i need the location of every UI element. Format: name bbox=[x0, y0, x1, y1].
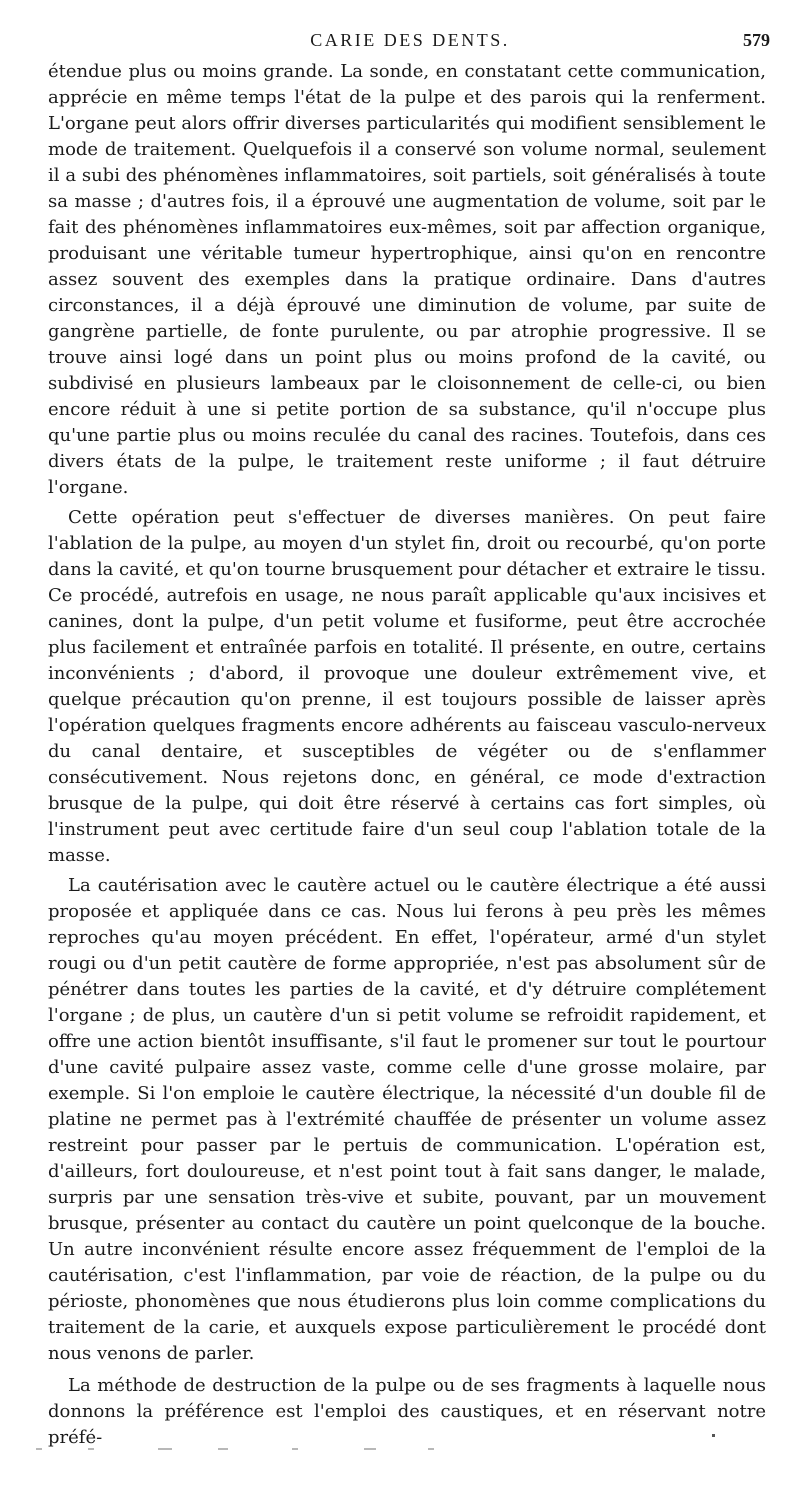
body-text bbox=[48, 59, 766, 1451]
paragraph-caustics: La méthode de destruction de la pulpe ou de ses fragments à laquelle nous donnons la préférence est l'emploi des caustiques, et en réservant notre préfé- bbox=[48, 1375, 766, 1448]
scan-noise-marks bbox=[30, 1448, 770, 1452]
paragraph-pulp-condition: étendue plus ou moins grande. La sonde, en constatant cette communication, apprécie en même temps l'état de la pulpe et des parois qui la renferment. L'organe peut alors offrir diverses particularités qui modifient sensiblement le mode de traitement. Quelquefois il a conservé son volume normal, seulement il a subi des phénomènes inflammatoires, soit partiels, soit généralisés à toute sa masse ; d'autres fois, il a éprouvé une augmentation de volume, soit par le fait des phénomènes inflammatoires eux-mêmes, soit par affection organique, produisant une véritable tumeur hypertrophique, ainsi qu'on en rencontre assez souvent des exemples dans la pratique ordinaire. Dans d'autres circonstances, il a déjà éprouvé une diminution de volume, par suite de gangrène partielle, de fonte purulente, ou par atrophie progressive. Il se trouve ainsi logé dans un point plus ou moins profond de la cavité, ou subdivisé en plusieurs lambeaux par le cloisonnement de celle-ci, ou bien encore réduit à une si petite portion de sa substance, qu'il n'occupe plus qu'une partie plus ou moins reculée du canal des racines. Toutefois, dans ces divers états de la pulpe, le traitement reste uniforme ; il faut détruire l'organe. bbox=[48, 61, 766, 498]
running-title: CARIE DES DENTS. bbox=[310, 30, 510, 50]
paragraph-pulp-ablation: Cette opération peut s'effectuer de diverses manières. On peut faire l'ablation de la pulpe, au moyen d'un stylet fin, droit ou recourbé, qu'on porte dans la cavité, et qu'on tourne brusquement pour détacher et extraire le tissu. Ce procédé, autrefois en usage, ne nous paraît applicable qu'aux incisives et canines, dont la pulpe, d'un petit volume et fusiforme, peut être accrochée plus facilement et entraînée parfois en totalité. Il présente, en outre, certains inconvénients ; d'abord, il provoque une douleur extrêmement vive, et quelque précaution qu'on prenne, il est toujours possible de laisser après l'opération quelques fragments encore adhérents au faisceau vasculo-nerveux du canal dentaire, et susceptibles de végéter ou de s'enflammer consécutivement. Nous rejetons donc, en général, ce mode d'extraction brusque de la pulpe, qui doit être réservé à certains cas fort simples, où l'instrument peut avec certitude faire d'un seul coup l'ablation totale de la masse. bbox=[48, 507, 766, 866]
page-number: 579 bbox=[743, 30, 770, 50]
running-head bbox=[50, 30, 770, 58]
paragraph-cauterization: La cautérisation avec le cautère actuel ou le cautère électrique a été aussi proposée et appliquée dans ce cas. Nous lui ferons à peu près les mêmes reproches qu'au moyen précédent. En effet, l'opérateur, armé d'un stylet rougi ou d'un petit cautère de forme appropriée, n'est pas absolument sûr de pénétrer dans toutes les parties de la cavité, et d'y détruire complétement l'organe ; de plus, un cautère d'un si petit volume se refroidit rapidement, et offre une action bientôt insuffisante, s'il faut le promener sur tout le pourtour d'une cavité pulpaire assez vaste, comme celle d'une grosse molaire, par exemple. Si l'on emploie le cautère électrique, la nécessité d'un double fil de platine ne permet pas à l'extrémité chauffée de présenter un volume assez restreint pour passer par le pertuis de communication. L'opération est, d'ailleurs, fort douloureuse, et n'est point tout à fait sans danger, le malade, surpris par une sensation très-vive et subite, pouvant, par un mouvement brusque, présenter au contact du cautère un point quelconque de la bouche. Un autre inconvénient résulte encore assez fréquemment de l'emploi de la cautérisation, c'est l'inflammation, par voie de réaction, de la pulpe ou du périoste, phonomènes que nous étudierons plus loin comme complications du traitement de la carie, et auxquels expose particulièrement le procédé dont nous venons de parler. bbox=[48, 875, 766, 1364]
